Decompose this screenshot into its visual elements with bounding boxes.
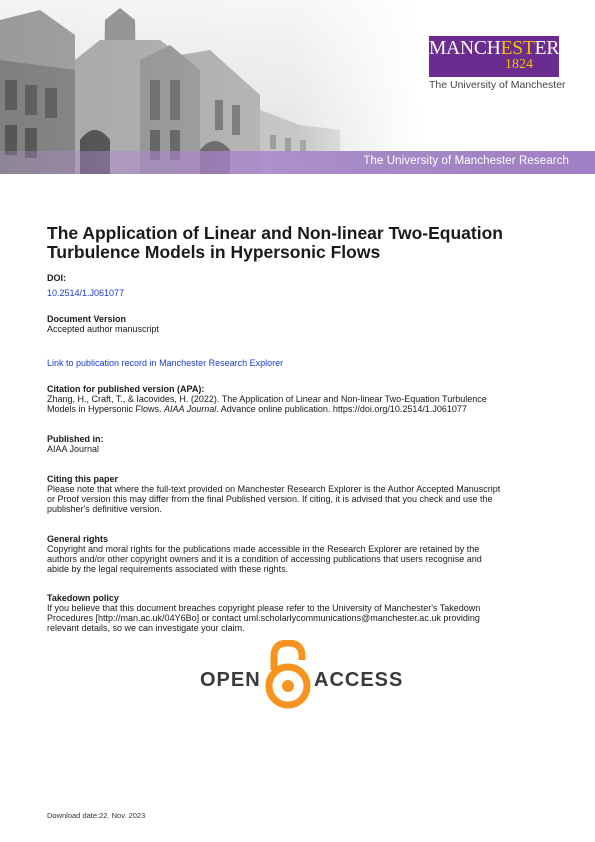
publication-record-link[interactable]: Link to publication record in Manchester Research Explorer xyxy=(47,358,284,368)
general-rights-line: abide by the legal requirements associated with these rights. xyxy=(47,564,289,574)
open-access-right-text: ACCESS xyxy=(314,669,404,691)
takedown-line: If you believe that this document breaches copyright please refer to the University of Manchester's Takedown xyxy=(47,603,481,613)
building-photo xyxy=(0,0,420,174)
citation-journal: AIAA Journal xyxy=(164,404,217,414)
general-rights-section xyxy=(47,534,557,574)
citing-line: or Proof version this may differ from the final Published version. If citing, it is advised that you check and use the xyxy=(47,494,493,504)
published-in-section xyxy=(47,434,557,454)
open-access-left-text: OPEN xyxy=(200,669,261,691)
citing-label: Citing this paper xyxy=(47,474,119,484)
citation-section xyxy=(47,384,557,414)
document-version-value: Accepted author manuscript xyxy=(47,324,160,334)
general-rights-line: Copyright and moral rights for the publications made accessible in the Research Explorer are retained by the xyxy=(47,544,480,554)
doi-section xyxy=(47,273,557,301)
record-link-section xyxy=(47,353,557,371)
citation-label: Citation for published version (APA): xyxy=(47,384,205,394)
doi-label: DOI: xyxy=(47,273,66,283)
takedown-line: Procedures [http://man.ac.uk/04Y6Bo] or contact uml.scholarlycommunications@manchester.ac.uk providing xyxy=(47,613,480,623)
takedown-line: relevant details, so we can investigate your claim. xyxy=(47,623,245,633)
paper-title: The Application of Linear and Non-linear Two-Equation Turbulence Models in Hypersonic Flows xyxy=(47,223,503,262)
citing-line: Please note that where the full-text provided on Manchester Research Explorer is the Author Accepted Manuscript xyxy=(47,484,501,494)
takedown-label: Takedown policy xyxy=(47,593,119,603)
published-in-value: AIAA Journal xyxy=(47,444,100,454)
logo-year: 1824 xyxy=(505,57,533,72)
header-banner xyxy=(0,0,595,174)
doi-link[interactable]: 10.2514/1.J061077 xyxy=(47,288,125,298)
published-in-label: Published in: xyxy=(47,434,104,444)
citation-line-2: Models in Hypersonic Flows. AIAA Journal. Advance online publication. https://doi.org/10.2514/1.J061077 xyxy=(47,404,467,414)
document-version-section xyxy=(47,314,557,334)
document-version-label: Document Version xyxy=(47,314,127,324)
citing-line: publisher's definitive version. xyxy=(47,504,162,514)
logo-wordmark: MANCHESTER xyxy=(429,38,560,59)
takedown-section xyxy=(47,593,557,633)
paper-header xyxy=(47,224,557,262)
download-date: Download date:22. Nov. 2023 xyxy=(47,811,146,820)
research-banner-text: The University of Manchester Research xyxy=(363,155,569,167)
open-access-logo xyxy=(200,640,404,712)
research-banner xyxy=(0,151,595,174)
citing-section xyxy=(47,474,557,514)
general-rights-label: General rights xyxy=(47,534,109,544)
university-logo xyxy=(429,36,559,77)
open-lock-icon xyxy=(264,640,312,712)
general-rights-line: authors and/or other copyright owners and it is a condition of accessing publications that users recognise and xyxy=(47,554,482,564)
citation-line-1: Zhang, H., Craft, T., & Iacovides, H. (2022). The Application of Linear and Non-linear Two-Equation Turbulence xyxy=(47,394,487,404)
university-name: The University of Manchester xyxy=(429,79,566,91)
